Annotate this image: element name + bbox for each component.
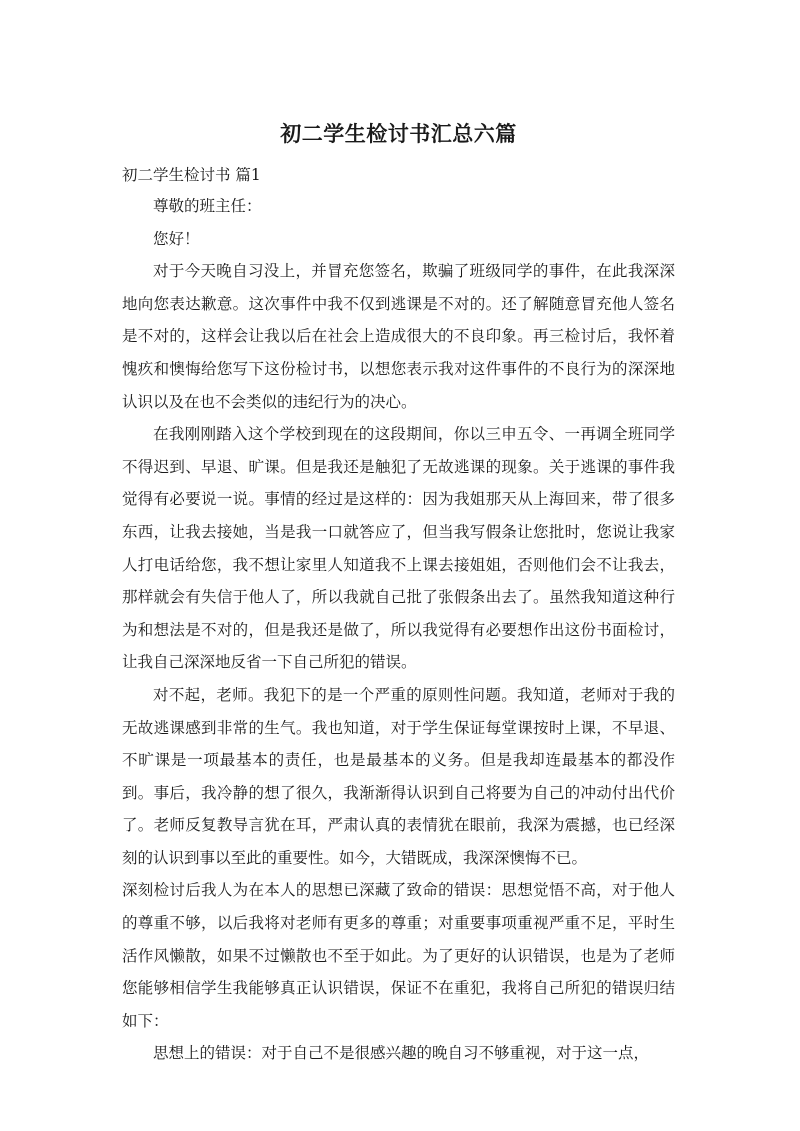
body-paragraph: 对不起，老师。我犯下的是一个严重的原则性问题。我知道，老师对于我的无故逃课感到非常的生气。我也知道，对于学生保证每堂课按时上课，不早退、不旷课是一项最基本的责任，也是最基本的义务。但是我却连最基本的都没作到。事后，我冷静的想了很久，我渐渐得认识到自己将要为自己的冲动付出代价了。老师反复教导言犹在耳，严肃认真的表情犹在眼前，我深为震撼，也已经深刻的认识到事以至此的重要性。如今，大错既成，我深深懊悔不已。	[122, 685, 675, 867]
body-paragraph-continuation: 深刻检讨后我人为在本人的思想已深藏了致命的错误：思想觉悟不高，对于他人的尊重不够，以后我将对老师有更多的尊重；对重要事项重视严重不足，平时生活作风懒散，如果不过懒散也不至于如此。为了更好的认识错误，也是为了老师您能够相信学生我能够真正认识错误，保证不在重犯，我将自己所犯的错误归结如下：	[122, 881, 675, 1030]
document-title: 初二学生检讨书汇总六篇	[280, 122, 517, 146]
greeting: 您好！	[153, 229, 200, 248]
body-paragraph: 对于今天晚自习没上，并冒充您签名，欺骗了班级同学的事件，在此我深深地向您表达歉意。这次事件中我不仅到逃课是不对的。还了解随意冒充他人签名是不对的，这样会让我以后在社会上造成很大的不良印象。再三检讨后，我怀着愧疚和懊悔给您写下这份检讨书，以想您表示我对这件事件的不良行为的深深地认识以及在也不会类似的违纪行为的决心。	[122, 262, 675, 411]
salutation: 尊敬的班主任：	[153, 197, 262, 215]
body-paragraph-last: 思想上的错误：对于自己不是很感兴趣的晚自习不够重视，对于这一点，	[153, 1044, 650, 1063]
body-paragraph: 在我刚刚踏入这个学校到现在的这段期间，你以三申五令、一再调全班同学不得迟到、早退、旷课。但是我还是触犯了无故逃课的现象。关于逃课的事件我觉得有必要说一说。事情的经过是这样的：因为我姐那天从上海回来，带了很多东西，让我去接她，当是我一口就答应了，但当我写假条让您批时，您说让我家人打电话给您，我不想让家里人知道我不上课去接姐姐，否则他们会不让我去，那样就会有失信于他人了，所以我就自己批了张假条出去了。虽然我知道这种行为和想法是不对的，但是我还是做了，所以我觉得有必要想作出这份书面检讨，让我自己深深地反省一下自己所犯的错误。	[122, 425, 675, 672]
section-heading: 初二学生检讨书 篇1	[122, 166, 261, 184]
